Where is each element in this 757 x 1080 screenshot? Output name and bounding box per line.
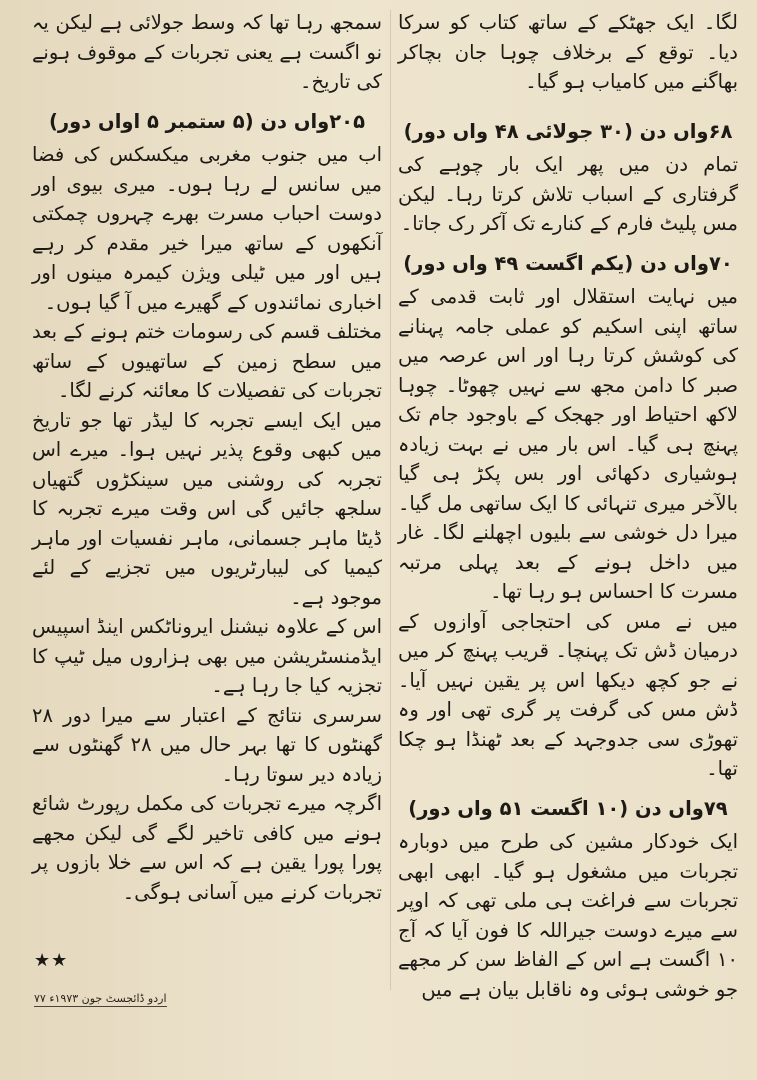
paragraph: لگا۔ ایک جھٹکے کے ساتھ کتاب کو سرکا دیا۔ توقع کے برخلاف چوہا جان بچاکر بھاگنے میں کامیاب ہو گیا۔ — [398, 11, 738, 93]
paragraph: میں نہایت استقلال اور ثابت قدمی کے ساتھ اپنی اسکیم کو عملی جامہ پہنانے کی کوشش کرتا رہا اور اس عرصہ میں صبر کا دامن مجھ سے نہیں چھوٹا۔ چوہا لاکھ احتیاط اور جھجک کے باوجود جام تک پہنچ ہی گیا۔ اس بار میں نے بہت زیادہ ہوشیاری دکھائی اور بس پکڑ ہی گیا بالآخر میری تنہائی کا ایک ساتھی مل گیا۔ میرا دل خوشی سے بلیوں اچھلنے لگا۔ غار میں داخل ہونے کے بعد پہلی مرتبہ مسرت کا احساس ہو رہا تھا۔ — [398, 285, 738, 603]
left-column — [32, 8, 382, 907]
column-divider — [390, 10, 391, 990]
day-heading: ۷۰واں دن (یکم اگست ۴۹ واں دور) — [403, 251, 733, 275]
page-footer: اردو ڈائجسٹ جون ۱۹۷۳ء ۷۷ — [34, 992, 167, 1005]
paragraph: اب میں جنوب مغربی میکسکس کی فضا میں سانس لے رہا ہوں۔ میری بیوی اور دوست احباب مسرت بھرے چہروں چمکتی آنکھوں کے ساتھ میرا خیر مقدم کر رہے ہیں اور میں ٹیلی ویژن کیمرہ مینوں اور اخباری نمائندوں کے گھیرے میں آ گیا ہوں۔ — [32, 143, 382, 314]
paragraph: اس کے علاوہ نیشنل ایروناٹکس اینڈ اسپیس ایڈمنسٹریشن میں بھی ہزاروں میل ٹیپ کا تجزیہ کیا جا رہا ہے۔ — [32, 615, 382, 697]
day-heading: ۲۰۵واں دن (۵ ستمبر ۵ اواں دور) — [49, 109, 365, 133]
right-column — [398, 8, 738, 1004]
paragraph: میں ایک ایسے تجربہ کا لیڈر تھا جو تاریخ میں کبھی وقوع پذیر نہیں ہوا۔ میرے اس تجربہ کی روشنی میں سینکڑوں گتھیاں سلجھ جائیں گی اس وقت میرے تجربہ کا ڈیٹا ماہر جسمانی، ماہر نفسیات اور ماہر کیمیا کی لیبارٹریوں میں تجزیے کے لئے موجود ہے۔ — [32, 408, 382, 609]
paragraph: مختلف قسم کی رسومات ختم ہونے کے بعد میں سطح زمین کے ساتھیوں کے ساتھ تجربات کی تفصیلات کا معائنہ کرنے لگا۔ — [32, 320, 382, 402]
day-heading: ۷۹واں دن (۱۰ اگست ۵۱ واں دور) — [408, 796, 728, 820]
paragraph: اگرچہ میرے تجربات کی مکمل رپورٹ شائع ہونے میں کافی تاخیر لگے گی لیکن مجھے پورا پورا یقین ہے کہ اس سے خلا بازوں پر تجربات کرنے میں آسانی ہوگی۔ — [32, 792, 382, 904]
day-heading: ۶۸واں دن (۳۰ جولائی ۴۸ واں دور) — [403, 119, 733, 143]
paragraph: تمام دن میں پھر ایک بار چوہے کی گرفتاری کے اسباب تلاش کرتا رہا۔ لیکن مس پلیٹ فارم کے کنارے تک آکر رک جاتا۔ — [398, 153, 738, 235]
paragraph: سرسری نتائج کے اعتبار سے میرا دور ۲۸ گھنٹوں کا تھا بہر حال میں ۲۸ گھنٹوں سے زیادہ دیر سوتا رہا۔ — [32, 703, 382, 786]
paragraph: میں نے مس کی احتجاجی آوازوں کے درمیان ڈش تک پہنچا۔ قریب پہنچ کر میں نے جو کچھ دیکھا اس پر یقین نہیں آیا۔ ڈش مس کی گرفت پر گری تھی اور وہ تھوڑی سی جدوجہد کے بعد ٹھنڈا ہو چکا تھا۔ — [398, 609, 738, 780]
spacer — [398, 97, 738, 107]
end-stars: ★★ — [34, 950, 69, 971]
paragraph: سمجھ رہا تھا کہ وسط جولائی ہے لیکن یہ نو اگست ہے یعنی تجربات کے موقوف ہونے کی تاریخ۔ — [32, 11, 382, 93]
paragraph: ایک خودکار مشین کی طرح میں دوبارہ تجربات میں مشغول ہو گیا۔ ابھی ابھی تجربات سے فراغت ہی ملی تھی کہ اوپر سے میرے دوست جیراللہ کا فون آیا کہ آج ۱۰ اگست ہے اس کے الفاظ سن کر مجھے جو خوشی ہوئی وہ ناقابل بیان ہے میں — [398, 830, 738, 1001]
